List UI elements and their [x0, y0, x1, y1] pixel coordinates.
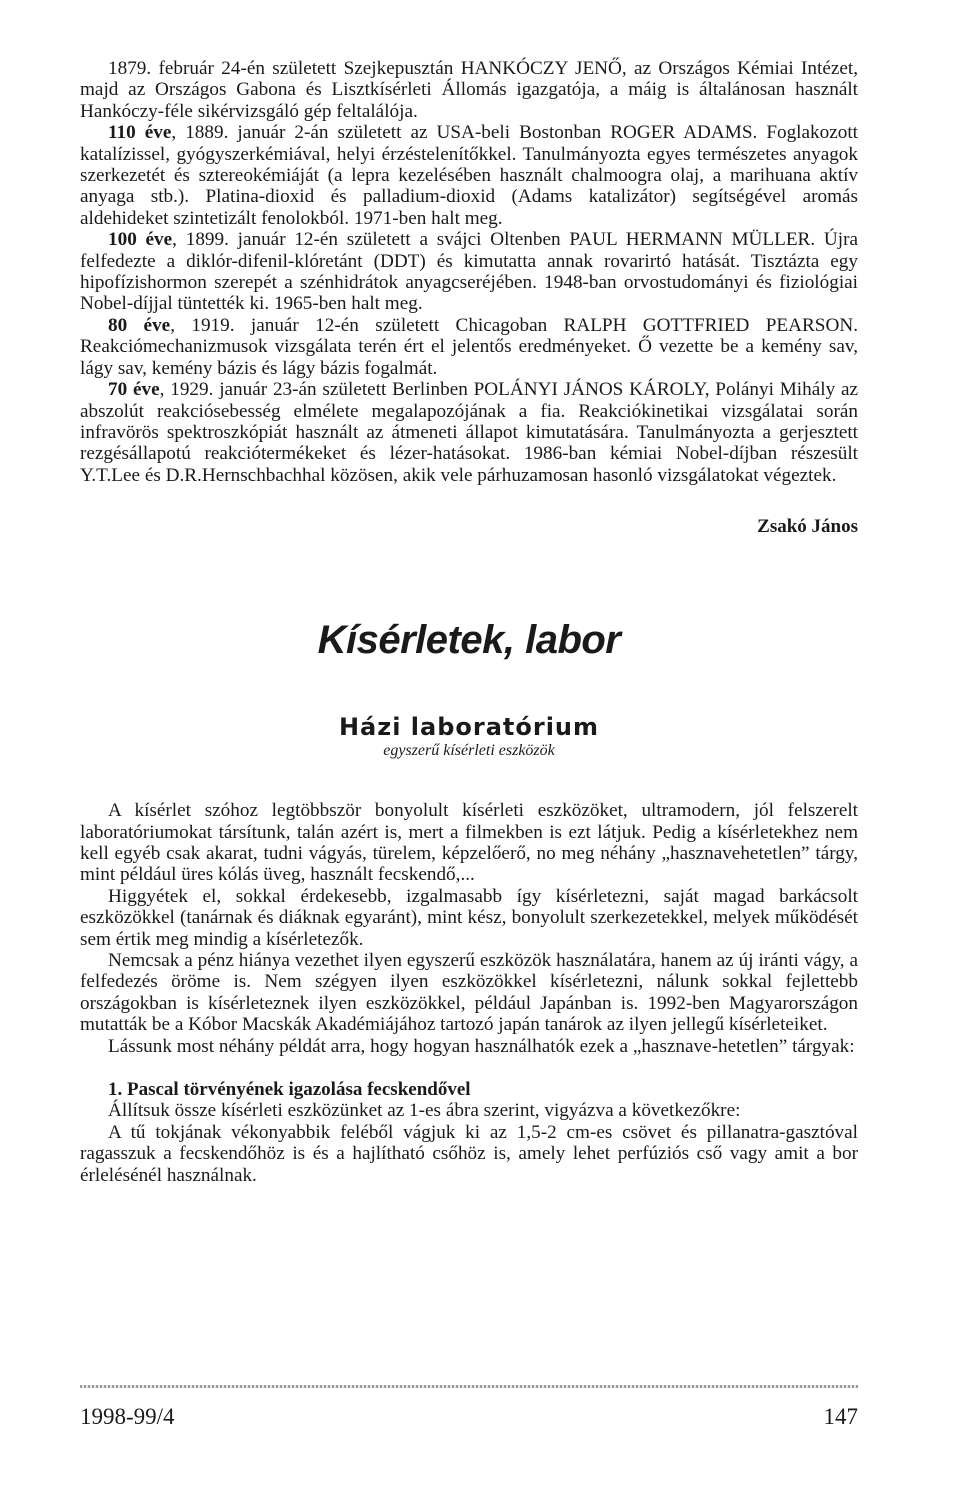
paragraph-text: , 1889. január 2-án született az USA-beli Bostonban ROGER ADAMS. Foglakozott katalízissel, gyógyszerkémiával, helyi érzéstelenítőkkel. Tanulmányozta egyes természetes anyagok szerkezetét és sztereokémiáját (a lepra kezelésében használt chalmoogra olaj, a marihuana aktív anyaga stb.). Platina-dioxid és palladium-dioxid (Adams katalizátor) segítségével aromás aldehideket szintetizált fenolokból. 1971-ben halt meg. — [80, 122, 858, 229]
paragraph-text: , 1899. január 12-én született a svájci Oltenben PAUL HERMANN MÜLLER. Újra felfedezte a diklór-difenil-klóretánt (DDT) és kimutatta annak rovarirtó hatását. Tisztázta egy hipofízishormon szerepét a szénhidrátok anyagcseréjében. 1948-ban orvostudományi és fiziológiai Nobel-díjjal tüntették ki. 1965-ben halt meg. — [80, 229, 858, 315]
paragraph-text: , 1929. január 23-án született Berlinben POLÁNYI JÁNOS KÁROLY, Polányi Mihály az abszolút reakciósebesség elmélete megalapozójának a fia. Reakciókinetikai vizsgálatai során infravörös spektroszkópiát használt az átmeneti állapot kimutatására. Tanulmányozta a gerjesztett rezgésállapotú reakciótermékeket és lézer-hatásokat. 1986-ban kémiai Nobel-díjban részesült Y.T.Lee és D.R.Hernschbachhal közösen, akik vele párhuzamosan hasonló vizsgálatokat végeztek. — [80, 379, 858, 486]
article-paragraph: A kísérlet szóhoz legtöbbször bonyolult kísérleti eszközöket, ultramodern, jól felszerelt laboratóriumokat társítunk, talán azért is, mert a filmekben is ezt látjuk. Pedig a kísérletekhez nem kell egyéb csak akarat, tudni vágyás, türelem, képzelőerő, no meg néhány „hasznavehetetlen” tárgy, mint például üres kólás üveg, használt fecskendő,... — [80, 800, 858, 886]
anniversary-polanyi — [80, 379, 858, 486]
article-title: Házi laboratórium — [338, 713, 600, 742]
anniversary-adams — [80, 122, 858, 229]
subsection-paragraph: A tű tokjának vékonyabbik feléből vágjuk ki az 1,5-2 cm-es csövet és pillanatra-gasztóval ragasszuk a fecskendőhöz is és a hajlítható csőhöz is, amely lehet perfúziós cső vagy amit a bor érlelésénél használnak. — [80, 1121, 858, 1186]
subsection-heading: 1. Pascal törvényének igazolása fecskendővel — [108, 1079, 471, 1100]
anniversary-lead: 70 éve — [108, 379, 160, 401]
footer-rule — [80, 1385, 858, 1388]
page-content — [80, 58, 858, 1186]
issue-number: 1998-99/4 — [80, 1404, 175, 1429]
author-name: Zsakó János — [757, 516, 858, 538]
anniversary-pearson — [80, 315, 858, 379]
paragraph-text: 1879. február 24-én született Szejkepusztán HANKÓCZY JENŐ, az Országos Kémiai Intézet, majd az Országos Gabona és Lisztkísérleti Állomás igazgatója, a máig is általánosan használt Hankóczy-féle sikérvizsgáló gép feltalálója. — [80, 58, 858, 122]
paragraph-text: , 1919. január 12-én született Chicagoban RALPH GOTTFRIED PEARSON. Reakciómechanizmusok vizsgálata terén ért el jelentős eredményeket. Ő vezette be a kemény sav, lágy sav, kemény bázis és lágy bázis fogalmát. — [80, 314, 858, 379]
page-number: 147 — [823, 1404, 858, 1429]
article-paragraph: Lássunk most néhány példát arra, hogy hogyan használhatók ezek a „hasznave-hetetlen” tárgyak: — [108, 1035, 855, 1057]
anniversary-lead: 100 éve — [108, 229, 173, 251]
article-subtitle: egyszerű kísérleti eszközök — [383, 742, 555, 760]
anniversary-muller — [80, 229, 858, 315]
anniversary-hankoczy — [80, 58, 858, 122]
subsection-paragraph: Állítsuk össze kísérleti eszközünket az 1-es ábra szerint, vigyázva a következőkre: — [108, 1100, 741, 1122]
anniversary-lead: 110 éve — [108, 122, 172, 144]
anniversary-lead: 80 éve — [108, 314, 171, 336]
article-paragraph: Higgyétek el, sokkal érdekesebb, izgalmasabb így kísérletezni, saját magad barkácsolt eszközökkel (tanárnak és diáknak egyaránt), mint kész, bonyolult szerkezetekkel, melyek működését sem értik meg mindig a kísérletezők. — [80, 885, 858, 950]
section-title: Kísérletek, labor — [317, 618, 621, 663]
article-paragraph: Nemcsak a pénz hiánya vezethet ilyen egyszerű eszközök használatára, hanem az új iránti vágy, a felfedezés öröme is. Nem szégyen ilyen eszközökkel kísérletezni, nálunk sokkal fejlettebb országokban is kísérleteznek ilyen eszközökkel, például Japánban is. 1992-ben Magyarországon mutatták be a Kóbor Macskák Akadémiájához tartozó japán tanárok az ilyen jellegű kísérleteiket. — [80, 949, 858, 1036]
